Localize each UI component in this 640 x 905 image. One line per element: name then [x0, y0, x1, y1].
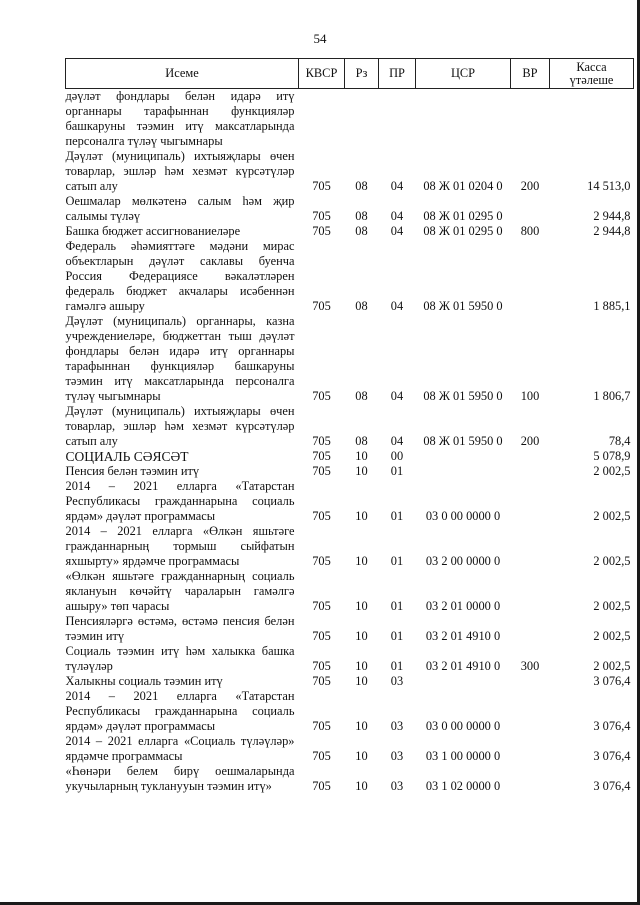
table-row: [66, 689, 634, 734]
cell-amount: 3 076,4: [593, 749, 631, 763]
cell-pr: 03: [390, 674, 404, 688]
table-row: [66, 734, 634, 764]
cell-pr: 00: [390, 449, 404, 463]
cell-name: Дәүләт (муниципаль) ихтыяҗлары өчен товарлар, эшләр һәм хезмәт күрсәтүләр сатып алу: [65, 404, 295, 448]
cell-amount: 2 944,8: [593, 209, 631, 223]
cell-kvsr: 705: [312, 389, 331, 403]
cell-rz: 10: [355, 464, 368, 478]
table-row: [66, 644, 634, 674]
cell-amount: 2 002,5: [593, 464, 631, 478]
cell-pr: 01: [390, 509, 404, 523]
cell-vr: [511, 449, 550, 464]
header-row: [66, 59, 634, 89]
cell-amount: 2 002,5: [593, 509, 631, 523]
cell-name: Социаль тәэмин итү һәм халыкка башка түләүләр: [65, 644, 295, 673]
cell-csr: 03 1 00 0000 0: [425, 749, 501, 763]
table-row: [66, 764, 634, 794]
cell-kvsr: 705: [312, 719, 331, 733]
table-row: [66, 464, 634, 479]
cell-csr: 08 Ж 01 5950 0: [423, 434, 503, 448]
header-csr: ЦСР: [416, 59, 511, 89]
cell-pr: 04: [390, 299, 404, 313]
cell-rz: [345, 89, 379, 150]
page-number: 54: [313, 31, 327, 46]
cell-rz: 10: [355, 509, 368, 523]
header-name: Исеме: [66, 59, 299, 89]
table-row: [66, 404, 634, 449]
cell-csr: 08 Ж 01 0204 0: [423, 179, 503, 193]
cell-kvsr: 705: [312, 449, 331, 463]
cell-rz: 10: [355, 554, 368, 568]
cell-name: 2014 – 2021 елларга «Өлкән яшьтәге гражданнарның тормыш сыйфатын яхшырту» ярдәмче программасы: [65, 524, 295, 568]
cell-kvsr: 705: [312, 554, 331, 568]
header-amount-line2: үтәлеше: [569, 72, 614, 87]
header-pr: ПР: [379, 59, 416, 89]
cell-rz: 08: [355, 179, 368, 193]
cell-vr: [511, 764, 550, 794]
header-vr: ВР: [511, 59, 550, 89]
cell-rz: 10: [355, 674, 368, 688]
cell-vr: [511, 524, 550, 569]
header-amount: [550, 59, 634, 89]
table-row: [66, 569, 634, 614]
cell-kvsr: 705: [312, 464, 331, 478]
cell-name: Дәүләт (муниципаль) органнары, казна учреждениеләре, бюджеттан тыш дәүләт фондлары белән идарә итү органнары тарафыннан функцияләр башкаруны тәэмин итү максатларында персоналга түләү чыгымнары: [65, 314, 295, 403]
cell-pr: 03: [390, 749, 404, 763]
cell-pr: 01: [390, 464, 404, 478]
cell-rz: 10: [355, 749, 368, 763]
cell-amount: 1 885,1: [593, 299, 631, 313]
cell-csr: 08 Ж 01 0295 0: [423, 224, 503, 238]
table-row: [66, 149, 634, 194]
header-amount-line1: Касса: [576, 59, 607, 74]
table-header: [66, 59, 634, 89]
cell-amount: [550, 89, 634, 150]
cell-name: Пенсияләргә өстәмә, өстәмә пенсия белән тәэмин итү: [65, 614, 295, 643]
cell-csr: [416, 674, 511, 689]
cell-pr: 01: [390, 599, 404, 613]
cell-amount: 2 002,5: [593, 554, 631, 568]
cell-pr: [379, 89, 416, 150]
table-row: [66, 194, 634, 224]
cell-amount: 3 076,4: [593, 719, 631, 733]
cell-vr: [511, 464, 550, 479]
table-row: [66, 479, 634, 524]
cell-rz: 08: [355, 389, 368, 403]
cell-kvsr: 705: [312, 659, 331, 673]
cell-amount: 5 078,9: [593, 449, 631, 463]
cell-name: Халыкны социаль тәэмин итү: [65, 674, 223, 688]
cell-vr: [511, 89, 550, 150]
cell-rz: 10: [355, 779, 368, 793]
cell-pr: 04: [390, 224, 404, 238]
cell-pr: 03: [390, 719, 404, 733]
table-row: [66, 239, 634, 314]
cell-vr: 800: [520, 224, 540, 238]
cell-name: 2014 – 2021 елларга «Социаль түләүләр» ярдәмче программасы: [65, 734, 295, 763]
cell-csr: [416, 464, 511, 479]
cell-pr: 04: [390, 179, 404, 193]
cell-rz: 10: [355, 449, 368, 463]
cell-pr: 01: [390, 554, 404, 568]
cell-amount: 3 076,4: [593, 779, 631, 793]
cell-csr: 03 2 01 4910 0: [425, 629, 501, 643]
cell-kvsr: 705: [312, 209, 331, 223]
cell-kvsr: 705: [312, 299, 331, 313]
cell-amount: 3 076,4: [593, 674, 631, 688]
cell-name: Пенсия белән тәэмин итү: [65, 464, 200, 478]
cell-name: Федераль әһәмияттәге мәдәни мирас объектларын дәүләт саклавы буенча Россия Федерациясе вәкаләтләрен федераль бюджет акчалары исәбеннән гамәлгә ашыру: [65, 239, 295, 313]
cell-rz: 08: [355, 299, 368, 313]
cell-pr: 03: [390, 779, 404, 793]
header-kvsr: КВСР: [299, 59, 345, 89]
table-row: [66, 314, 634, 404]
cell-vr: 300: [520, 659, 540, 673]
cell-name: Дәүләт (муниципаль) ихтыяҗлары өчен товарлар, эшләр һәм хезмәт күрсәтүләр сатып алу: [65, 149, 295, 193]
cell-csr: 03 1 02 0000 0: [425, 779, 501, 793]
budget-table: [65, 58, 634, 794]
cell-vr: [511, 614, 550, 644]
cell-csr: 08 Ж 01 0295 0: [423, 209, 503, 223]
cell-vr: 200: [520, 179, 540, 193]
cell-kvsr: 705: [312, 629, 331, 643]
cell-pr: 01: [390, 629, 404, 643]
table-row: [66, 614, 634, 644]
cell-name: «Һөнәри белем бирү оешмаларында укучыларның тукланууын тәэмин итү»: [65, 764, 295, 793]
cell-rz: 10: [355, 629, 368, 643]
cell-name: Башка бюджет ассигнованиеләре: [65, 224, 241, 238]
cell-csr: 03 2 00 0000 0: [425, 554, 501, 568]
cell-name: 2014 – 2021 елларга «Татарстан Республикасы гражданнарына социаль ярдәм» дәүләт программасы: [65, 689, 295, 733]
cell-name: 2014 – 2021 елларга «Татарстан Республикасы гражданнарына социаль ярдәм» дәүләт программасы: [65, 479, 295, 523]
cell-rz: 10: [355, 659, 368, 673]
cell-vr: [511, 479, 550, 524]
cell-amount: 2 002,5: [593, 629, 631, 643]
cell-csr: [416, 89, 511, 150]
cell-kvsr: 705: [312, 749, 331, 763]
cell-rz: 08: [355, 224, 368, 238]
table-row: [66, 89, 634, 150]
cell-name: дәүләт фондлары белән идарә итү органнары тарафыннан функцияләр башкаруны тәэмин итү максатларында персоналга түләү чыгымнары: [65, 89, 295, 148]
cell-amount: 78,4: [608, 434, 631, 448]
cell-kvsr: 705: [312, 224, 331, 238]
cell-vr: [511, 194, 550, 224]
cell-kvsr: 705: [312, 599, 331, 613]
cell-csr: 08 Ж 01 5950 0: [423, 389, 503, 403]
cell-name: Оешмалар мөлкәтенә салым һәм җир салымы түләү: [65, 194, 295, 223]
cell-csr: 03 2 01 4910 0: [425, 659, 501, 673]
cell-amount: 2 002,5: [593, 599, 631, 613]
cell-kvsr: 705: [312, 434, 331, 448]
cell-csr: [416, 449, 511, 464]
cell-csr: 08 Ж 01 5950 0: [423, 299, 503, 313]
cell-vr: [511, 239, 550, 314]
cell-vr: 200: [520, 434, 540, 448]
cell-name: «Өлкән яшьтәге гражданнарның социаль яклануын көчәйтү чараларын гамәлгә ашыру» төп чарасы: [65, 569, 295, 613]
cell-rz: 08: [355, 209, 368, 223]
cell-vr: 100: [520, 389, 540, 403]
cell-amount: 2 944,8: [593, 224, 631, 238]
cell-pr: 01: [390, 659, 404, 673]
cell-kvsr: [299, 89, 345, 150]
cell-pr: 04: [390, 434, 404, 448]
cell-vr: [511, 689, 550, 734]
cell-kvsr: 705: [312, 179, 331, 193]
cell-amount: 2 002,5: [593, 659, 631, 673]
cell-pr: 04: [390, 209, 404, 223]
cell-vr: [511, 569, 550, 614]
cell-kvsr: 705: [312, 509, 331, 523]
cell-csr: 03 0 00 0000 0: [425, 719, 501, 733]
table-row: [66, 674, 634, 689]
cell-vr: [511, 734, 550, 764]
cell-kvsr: 705: [312, 674, 331, 688]
cell-amount: 1 806,7: [593, 389, 631, 403]
cell-pr: 04: [390, 389, 404, 403]
table-body: [66, 89, 634, 795]
cell-vr: [511, 674, 550, 689]
table-row: [66, 224, 634, 239]
table-row: [66, 524, 634, 569]
header-rz: Рз: [345, 59, 379, 89]
cell-csr: 03 2 01 0000 0: [425, 599, 501, 613]
cell-rz: 10: [355, 599, 368, 613]
table-row: [66, 449, 634, 464]
cell-amount: 14 513,0: [587, 179, 631, 193]
cell-rz: 10: [355, 719, 368, 733]
cell-kvsr: 705: [312, 779, 331, 793]
cell-name: СОЦИАЛЬ СӘЯСӘТ: [65, 449, 189, 464]
cell-rz: 08: [355, 434, 368, 448]
cell-csr: 03 0 00 0000 0: [425, 509, 501, 523]
